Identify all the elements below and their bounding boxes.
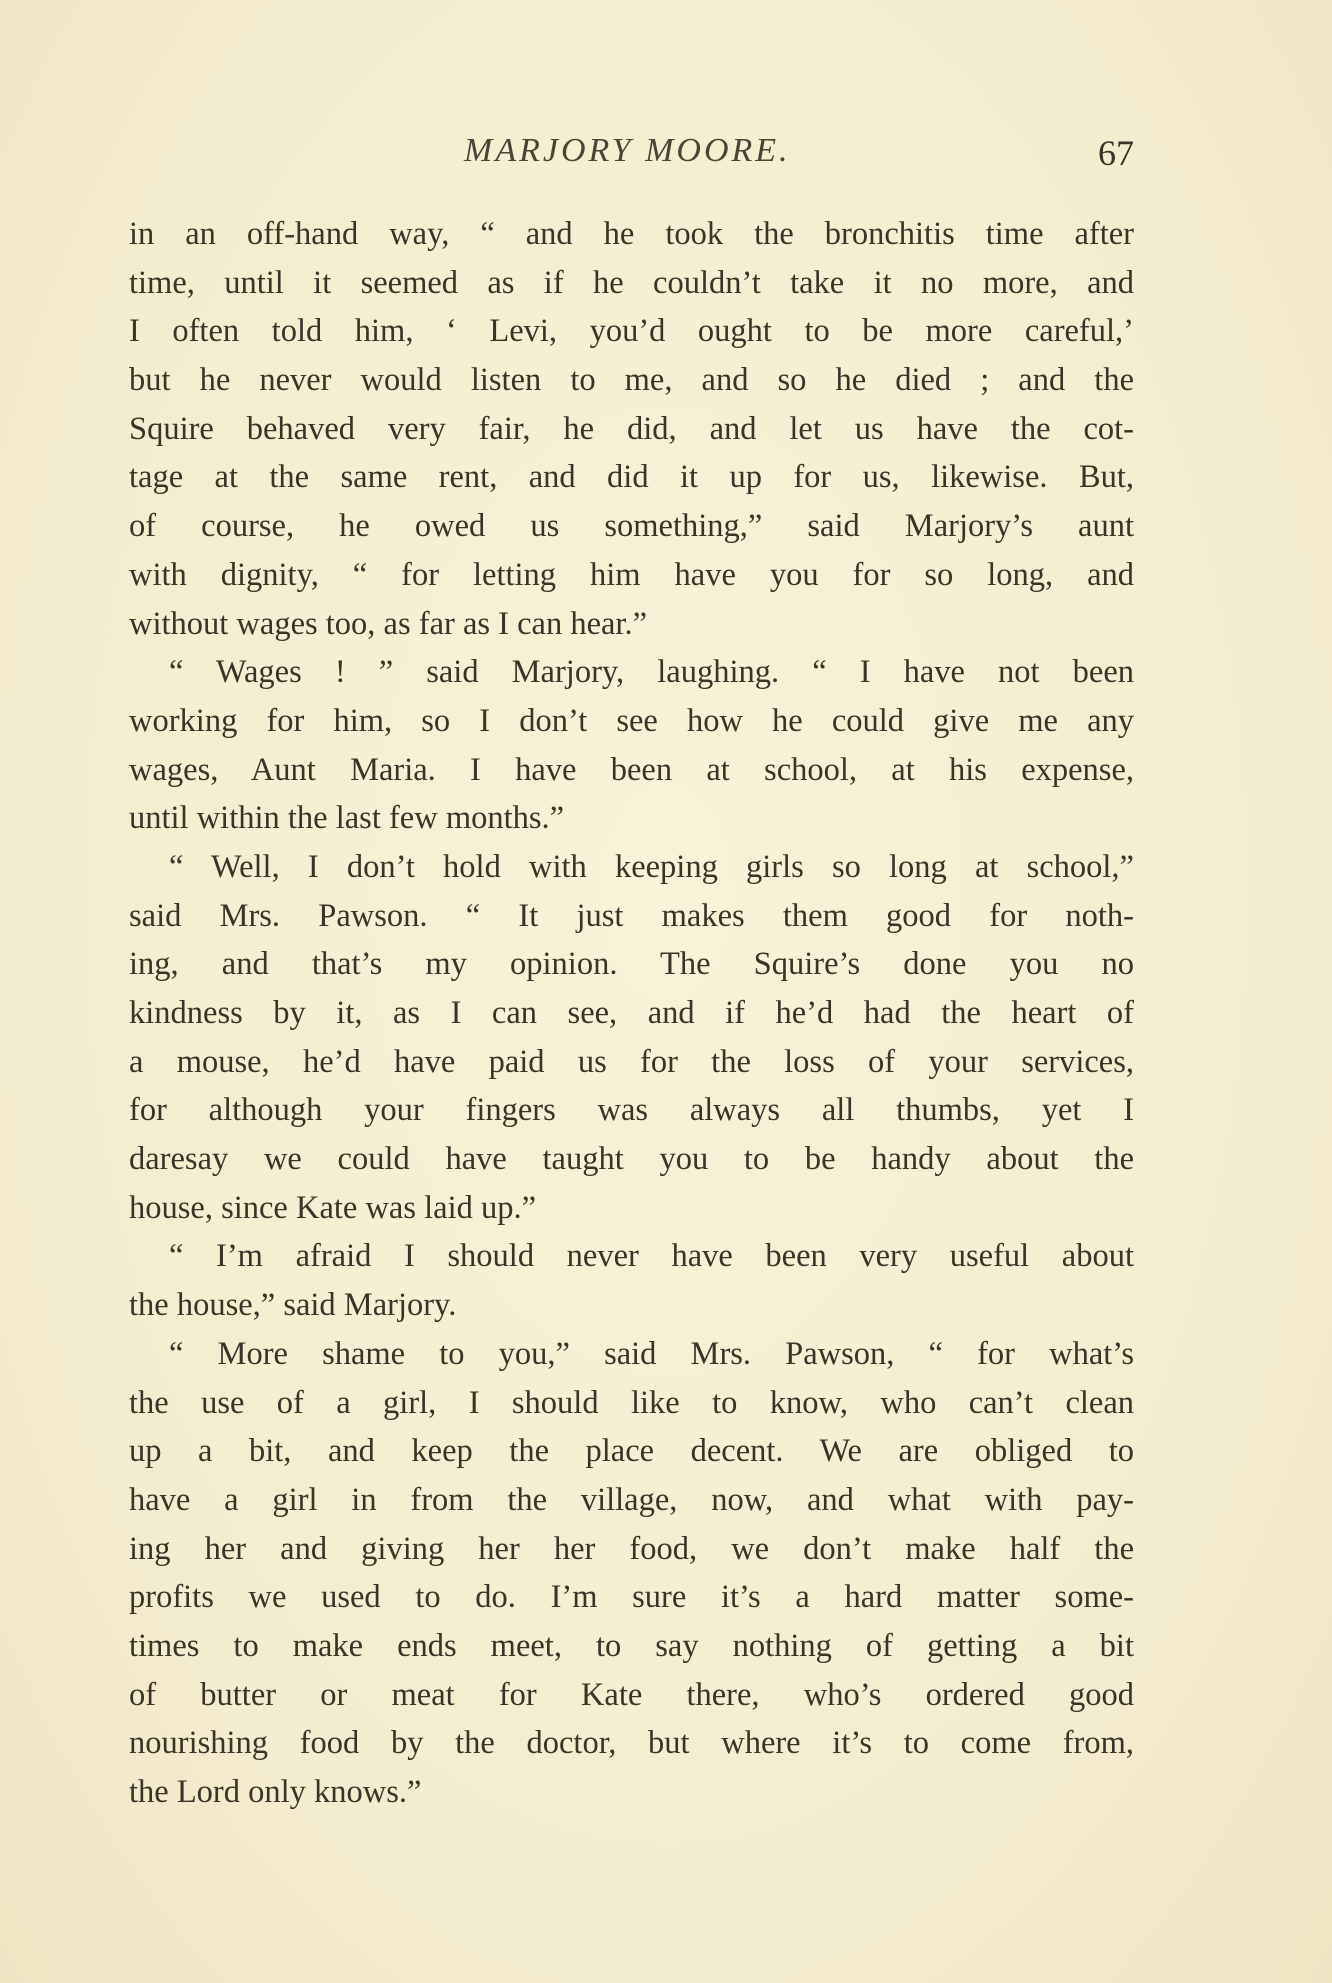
text-line: without wages too, as far as I can hear.” bbox=[129, 605, 648, 642]
text-line: house, since Kate was laid up.” bbox=[129, 1189, 537, 1226]
text-line: time, until it seemed as if he couldn’t take it no more, and bbox=[129, 264, 1134, 301]
text-line: tage at the same rent, and did it up for us, likewise. But, bbox=[129, 459, 1134, 496]
text-line: daresay we could have taught you to be handy about the bbox=[129, 1141, 1134, 1178]
text-line: working for him, so I don’t see how he could give me any bbox=[129, 702, 1134, 739]
text-line: the house,” said Marjory. bbox=[129, 1287, 457, 1324]
running-head bbox=[129, 132, 1134, 182]
text-line: the Lord only knows.” bbox=[129, 1774, 422, 1810]
page-number: 67 bbox=[1098, 133, 1134, 173]
text-line: but he never would listen to me, and so he died ; and the bbox=[129, 362, 1134, 399]
text-line: Squire behaved very fair, he did, and let us have the cot- bbox=[129, 410, 1134, 447]
text-line: in an off-hand way, “ and he took the bronchitis time after bbox=[129, 216, 1134, 252]
text-line: of butter or meat for Kate there, who’s ordered good bbox=[129, 1676, 1134, 1713]
text-line: “ Well, I don’t hold with keeping girls so long at school,” bbox=[169, 848, 1134, 885]
text-line: of course, he owed us something,” said Marjory’s aunt bbox=[129, 508, 1134, 545]
text-line: nourishing food by the doctor, but where it’s to come from, bbox=[129, 1725, 1134, 1762]
text-line: “ Wages ! ” said Marjory, laughing. “ I have not been bbox=[169, 654, 1134, 691]
text-line: with dignity, “ for letting him have you for so long, and bbox=[129, 556, 1134, 593]
text-line: profits we used to do. I’m sure it’s a hard matter some- bbox=[129, 1579, 1134, 1616]
text-line: wages, Aunt Maria. I have been at school, at his expense, bbox=[129, 751, 1134, 788]
body-text bbox=[129, 210, 1134, 1817]
text-line: said Mrs. Pawson. “ It just makes them good for noth- bbox=[129, 897, 1134, 934]
text-line: times to make ends meet, to say nothing of getting a bit bbox=[129, 1627, 1134, 1664]
text-line: the use of a girl, I should like to know, who can’t clean bbox=[129, 1384, 1134, 1421]
text-line: ing her and giving her her food, we don’t make half the bbox=[129, 1530, 1134, 1567]
text-line: a mouse, he’d have paid us for the loss of your services, bbox=[129, 1043, 1134, 1080]
text-line: kindness by it, as I can see, and if he’d had the heart of bbox=[129, 995, 1134, 1031]
text-line: until within the last few months.” bbox=[129, 800, 565, 837]
text-line: have a girl in from the village, now, and what with pay- bbox=[129, 1481, 1134, 1518]
running-title: MARJORY MOORE. bbox=[464, 132, 791, 169]
text-line: ing, and that’s my opinion. The Squire’s done you no bbox=[129, 946, 1134, 983]
text-line: “ More shame to you,” said Mrs. Pawson, “ for what’s bbox=[169, 1335, 1134, 1372]
text-line: “ I’m afraid I should never have been very useful about bbox=[169, 1238, 1134, 1275]
text-line: for although your fingers was always all thumbs, yet I bbox=[129, 1092, 1134, 1129]
text-line: I often told him, ‘ Levi, you’d ought to be more careful,’ bbox=[129, 313, 1134, 350]
text-line: up a bit, and keep the place decent. We are obliged to bbox=[129, 1433, 1134, 1470]
